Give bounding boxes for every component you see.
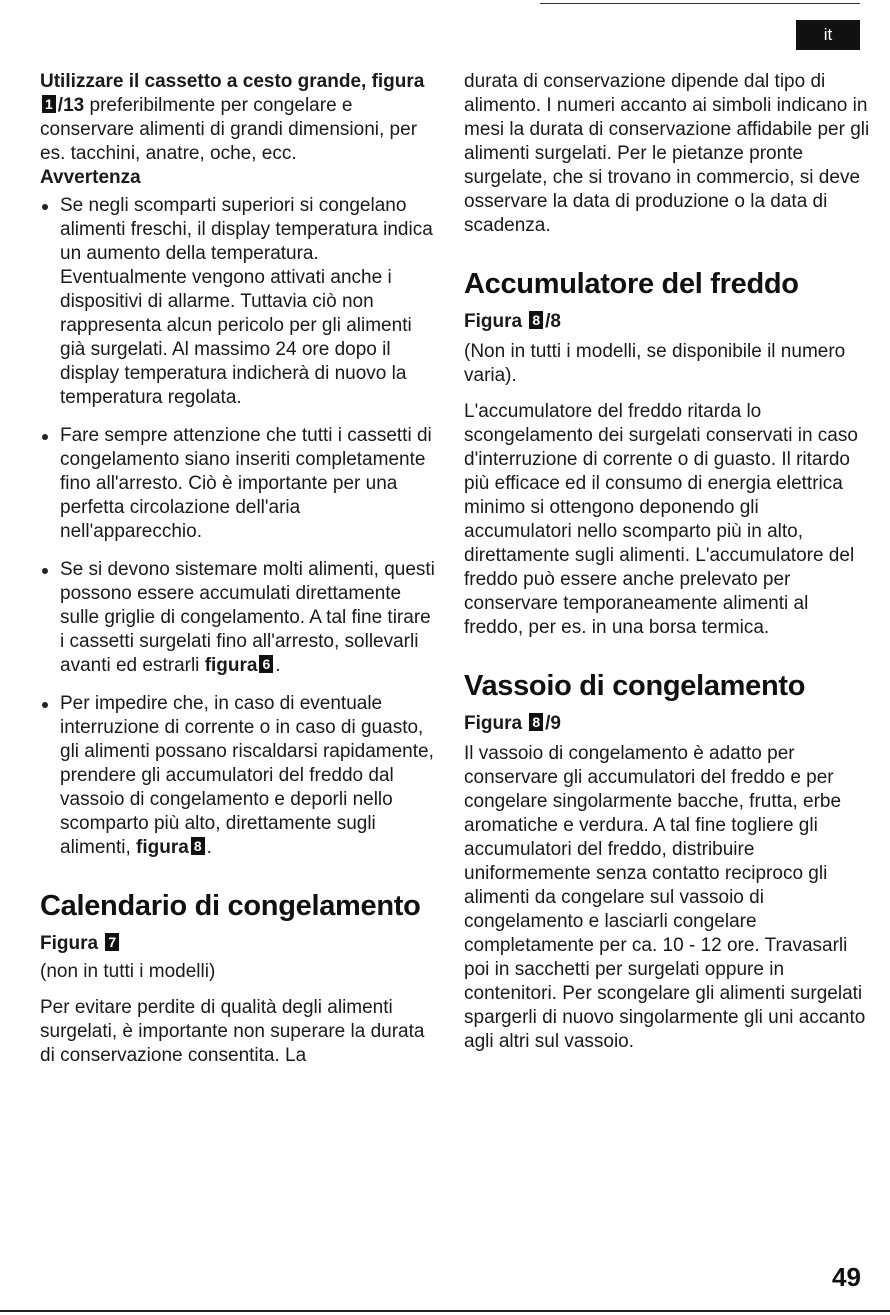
- intro-paragraph: [40, 70, 440, 166]
- right-column: [464, 70, 870, 1054]
- continued-paragraph: durata di conservazione dipende dal tipo di alimento. I numeri accanto ai simboli indicano in mesi la durata di conservazione affidabile per gli alimenti surgelati. Per le pietanze pronte surgelate, che si trovano in commercio, si deve osservare la data di produzione o la data di scadenza.: [464, 71, 870, 236]
- calendar-paragraph: Per evitare perdite di qualità degli alimenti surgelati, è importante non superare la durata di conservazione consentita. La: [40, 997, 425, 1066]
- intro-fig-suffix: /13: [57, 95, 85, 116]
- top-rule: [540, 3, 860, 4]
- list-item: [40, 558, 440, 678]
- accumulator-figure-ref: [464, 310, 870, 334]
- figure-label: Figura: [40, 933, 99, 954]
- figure-ref-badge: 7: [105, 933, 119, 951]
- figure-label: figura: [204, 655, 258, 676]
- warning-title: Avvertenza: [40, 167, 141, 188]
- page-number: 49: [832, 1262, 861, 1292]
- list-item: [40, 194, 440, 410]
- figure-ref-badge: 8: [529, 311, 543, 329]
- figure-ref-badge: 8: [529, 713, 543, 731]
- list-item-tail: .: [275, 655, 281, 676]
- figure-ref-badge: 8: [191, 837, 205, 855]
- intro-rest: preferibilmente per congelare e conservare alimenti di grandi dimensioni, per es. tacchini, anatre, oche, ecc.: [40, 95, 418, 164]
- figure-ref-badge: 6: [259, 655, 273, 673]
- figure-label: figura: [136, 837, 189, 858]
- tray-figure-ref: [464, 712, 870, 736]
- figure-ref-badge: 1: [42, 95, 56, 113]
- accumulator-heading: Accumulatore del freddo: [464, 268, 799, 300]
- calendar-figure-ref: [40, 932, 440, 956]
- list-item-text: Se si devono sistemare molti alimenti, questi possono essere accumulati direttamente sulle griglie di congelamento. A tal fine tirare i cassetti surgelati fino all'arresto, sollevarli avanti ed estrarli: [60, 559, 435, 676]
- intro-bold: Utilizzare il cassetto a cesto grande, figura: [40, 71, 425, 92]
- list-item-text: Se negli scomparti superiori si congelano alimenti freschi, il display temperatura indica un aumento della temperatura. Eventualmente vengono attivati anche i dispositivi di allarme. Tuttavia ciò non rappresenta alcun pericolo per gli alimenti già surgelati. Al massimo 24 ore dopo il display temperatura indicherà di nuovo la temperatura regolata.: [60, 195, 433, 408]
- warning-list: [40, 194, 440, 860]
- tray-paragraph: Il vassoio di congelamento è adatto per conservare gli accumulatori del freddo e per congelare singolarmente bacche, frutta, erbe aromatiche e verdura. A tal fine togliere gli accumulatori del freddo, distribuire uniformemente senza contatto reciproco gli alimenti da congelare sul vassoio di congelamento e lasciarli congelare completamente per ca. 10 - 12 ore. Travasarli poi in sacchetti per surgelati oppure in contenitori. Per scongelare gli alimenti surgelati spargerli di nuovo singolarmente gli uni accanto agli altri sul vassoio.: [464, 743, 866, 1052]
- language-tab: it: [796, 20, 860, 50]
- figure-label: Figura: [464, 713, 523, 734]
- tray-heading: Vassoio di congelamento: [464, 670, 806, 702]
- calendar-heading: Calendario di congelamento: [40, 890, 421, 922]
- figure-suffix: /8: [545, 311, 561, 332]
- accumulator-paragraph: L'accumulatore del freddo ritarda lo scongelamento dei surgelati conservati in caso d'interruzione di corrente o di guasto. Il ritardo più efficace ed il consumo di energia elettrica minimo si ottengono deponendo gli accumulatori nello scomparto più in alto, direttamente sugli alimenti. L'accumulatore del freddo può essere anche prelevato per conservare temporaneamente alimenti al freddo, per es. in una borsa termica.: [464, 401, 858, 638]
- figure-label: Figura: [464, 311, 523, 332]
- list-item: [40, 424, 440, 544]
- list-item-text: Fare sempre attenzione che tutti i cassetti di congelamento siano inseriti completamente fino all'arresto. Ciò è importante per una perfetta circolazione dell'aria nell'apparecchio.: [60, 425, 432, 542]
- figure-suffix: /9: [545, 713, 561, 734]
- list-item-text: Per impedire che, in caso di eventuale interruzione di corrente o in caso di guasto, gli alimenti possano riscaldarsi rapidamente, prendere gli accumulatori del freddo dal vassoio di congelamento e deporli nello scomparto più alto, direttamente sugli alimenti,: [60, 693, 434, 858]
- list-item-tail: .: [206, 837, 212, 858]
- left-column: [40, 70, 440, 1068]
- bottom-rule: [0, 1310, 890, 1312]
- accumulator-note: (Non in tutti i modelli, se disponibile il numero varia).: [464, 341, 846, 386]
- calendar-note: (non in tutti i modelli): [40, 961, 216, 982]
- list-item: [40, 692, 440, 860]
